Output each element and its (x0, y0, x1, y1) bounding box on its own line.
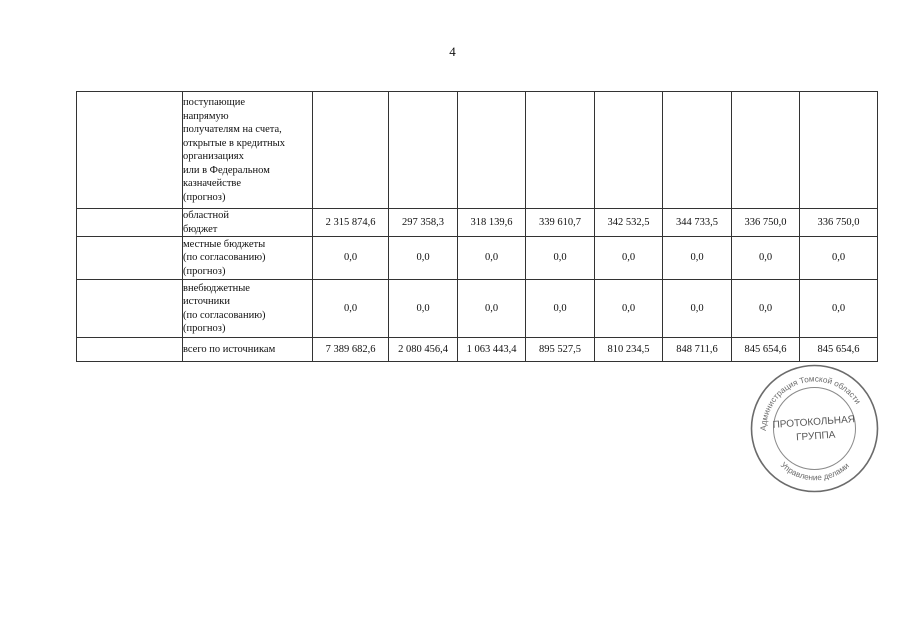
value-cell: 336 750,0 (800, 209, 878, 237)
empty-cell (77, 237, 183, 280)
row-label: всего по источникам (183, 338, 313, 362)
value-cell: 339 610,7 (526, 209, 595, 237)
table-row (77, 338, 878, 362)
value-cell: 318 139,6 (458, 209, 526, 237)
empty-cell (77, 92, 183, 209)
value-cell (595, 92, 663, 209)
stamp-inner-line-2: ГРУППА (795, 429, 836, 444)
table-row (77, 280, 878, 338)
value-cell: 848 711,6 (663, 338, 732, 362)
value-cell: 810 234,5 (595, 338, 663, 362)
value-cell: 0,0 (732, 280, 800, 338)
value-cell: 0,0 (800, 237, 878, 280)
value-cell: 895 527,5 (526, 338, 595, 362)
value-cell: 7 389 682,6 (313, 338, 389, 362)
value-cell: 0,0 (800, 280, 878, 338)
value-cell: 0,0 (313, 237, 389, 280)
value-cell: 0,0 (389, 237, 458, 280)
stamp-inner-line-1: ПРОТОКОЛЬНАЯ (772, 414, 856, 431)
value-cell (458, 92, 526, 209)
page-number: 4 (449, 44, 456, 59)
value-cell (389, 92, 458, 209)
value-cell (800, 92, 878, 209)
value-cell (313, 92, 389, 209)
value-cell: 2 080 456,4 (389, 338, 458, 362)
empty-cell (77, 209, 183, 237)
value-cell: 0,0 (595, 237, 663, 280)
row-label: поступающие напрямую получателям на счета, открытые в кредитных организациях или в Федеральном казначействе (прогноз) (183, 92, 313, 209)
value-cell: 0,0 (458, 280, 526, 338)
value-cell: 0,0 (526, 237, 595, 280)
value-cell: 342 532,5 (595, 209, 663, 237)
stamp-outer-text-top: Администрация Томской области (758, 374, 863, 432)
row-label: внебюджетные источники (по согласованию) (прогноз) (183, 280, 313, 338)
value-cell: 1 063 443,4 (458, 338, 526, 362)
value-cell: 0,0 (313, 280, 389, 338)
value-cell (663, 92, 732, 209)
funding-table (76, 91, 878, 362)
empty-cell (77, 338, 183, 362)
value-cell: 336 750,0 (732, 209, 800, 237)
stamp-outer-text-bottom: Управление делами (778, 460, 851, 483)
row-label: местные бюджеты (по согласованию) (прогноз) (183, 237, 313, 280)
row-label: областной бюджет (183, 209, 313, 237)
table-row (77, 237, 878, 280)
value-cell: 2 315 874,6 (313, 209, 389, 237)
value-cell: 0,0 (389, 280, 458, 338)
value-cell: 344 733,5 (663, 209, 732, 237)
stamp-outer-ring (752, 366, 878, 492)
empty-cell (77, 280, 183, 338)
value-cell (526, 92, 595, 209)
value-cell: 0,0 (663, 280, 732, 338)
value-cell: 297 358,3 (389, 209, 458, 237)
value-cell (732, 92, 800, 209)
table-row (77, 209, 878, 237)
value-cell: 0,0 (458, 237, 526, 280)
value-cell: 0,0 (663, 237, 732, 280)
protocol-group-stamp (747, 361, 882, 496)
value-cell: 0,0 (732, 237, 800, 280)
value-cell: 845 654,6 (800, 338, 878, 362)
value-cell: 845 654,6 (732, 338, 800, 362)
value-cell: 0,0 (595, 280, 663, 338)
value-cell: 0,0 (526, 280, 595, 338)
table-row (77, 92, 878, 209)
